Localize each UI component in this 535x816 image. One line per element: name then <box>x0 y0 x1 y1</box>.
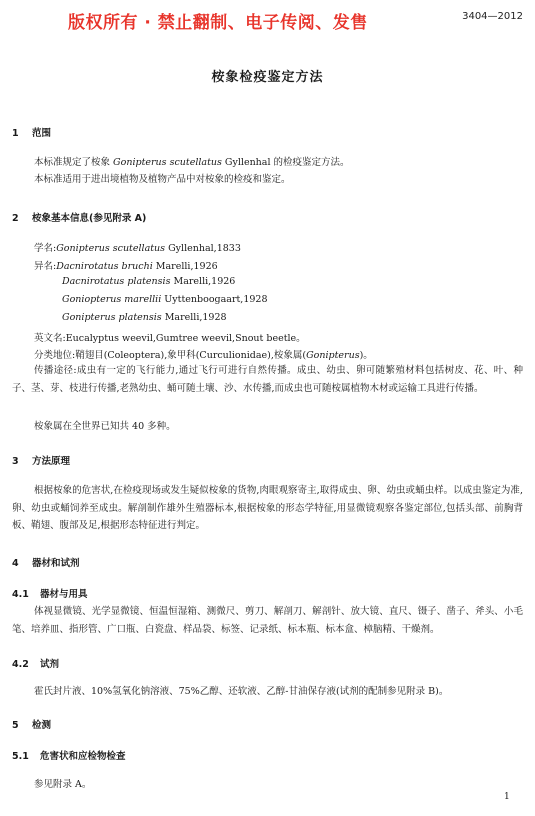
section-3-heading <box>12 453 70 467</box>
paragraph: 本标准规定了桉象 Gonipterus scutellatus Gyllenhal 的检疫鉴定方法。 <box>34 157 350 168</box>
section-1-heading <box>12 125 51 139</box>
page-number: 1 <box>504 792 510 802</box>
equipment-paragraph: 体视显微镜、光学显微镜、恒温恒湿箱、测微尺、剪刀、解剖刀、解剖针、放大镜、直尺、镊子、凿子、斧头、小毛笔、培养皿、指形管、广口瓶、白瓷盘、样品袋、标签、记录纸、标本瓶、标本盒、樟脑精、干燥剂。 <box>12 606 523 635</box>
reagents-paragraph: 霍氏封片液、10%氢氧化钠溶液、75%乙醇、还软液、乙醇-甘油保存液(试剂的配制参见附录 B)。 <box>34 686 449 697</box>
section-title: 器材和试剂 <box>32 558 80 569</box>
subsection-4-1-heading <box>12 586 88 600</box>
page-title: 桉象检疫鉴定方法 <box>211 70 324 85</box>
scientific-name-line: 学名:Gonipterus scutellatus Gyllenhal,1833 <box>34 243 241 254</box>
principle-paragraph: 根据桉象的危害状,在检疫现场或发生疑似桉象的货物,肉眼观察寄主,取得成虫、卵、幼虫或蛹虫样。以成虫鉴定为准,卵、幼虫或蛹饲养至成虫。解剖制作雄外生殖器标本,根据桉象的形态学特征,用显微镜观察各鉴定部位,包括头部、前胸背板、鞘翅、腹部及足,根据形态特征进行判定。 <box>12 485 523 531</box>
reference-line: 参见附录 A。 <box>34 779 92 790</box>
subsection-5-1-heading <box>12 748 126 762</box>
section-title: 危害状和应检物检查 <box>40 751 126 762</box>
synonym-line: Dacnirotatus platensis Marelli,1926 <box>62 276 236 287</box>
section-number: 5.1 <box>12 751 29 762</box>
synonym-line: Goniopterus marellii Uyttenboogaart,1928 <box>62 294 268 305</box>
section-4-heading <box>12 555 80 569</box>
section-number: 2 <box>12 213 19 224</box>
classification-line: 分类地位:鞘翅目(Coleoptera),象甲科(Curculionidae),桉象属(Gonipterus)。 <box>34 350 373 361</box>
spread-paragraph: 传播途径:成虫有一定的飞行能力,通过飞行可进行自然传播。成虫、幼虫、卵可随繁殖材料包括树皮、花、叶、种子、茎、芽、枝进行传播,老熟幼虫、蛹可随土壤、沙、水传播,而成虫也可随桉属植物木材或运输工具进行传播。 <box>12 365 523 394</box>
section-number: 3 <box>12 456 19 467</box>
english-name-line: 英文名:Eucalyptus weevil,Gumtree weevil,Snout beetle。 <box>34 333 306 344</box>
section-number: 1 <box>12 128 19 139</box>
section-title: 检测 <box>32 720 52 731</box>
section-number: 4.1 <box>12 589 29 600</box>
section-title: 试剂 <box>40 659 60 670</box>
section-2-heading <box>12 210 146 224</box>
section-title: 器材与用具 <box>40 589 88 600</box>
section-title: 方法原理 <box>32 456 71 467</box>
section-number: 4.2 <box>12 659 29 670</box>
synonym-line: Gonipterus platensis Marelli,1928 <box>62 312 227 323</box>
species-count-line: 桉象属在全世界已知共 40 多种。 <box>34 421 176 432</box>
synonym-line: 异名:Dacnirotatus bruchi Marelli,1926 <box>34 261 218 272</box>
section-number: 4 <box>12 558 19 569</box>
subsection-4-2-heading <box>12 656 59 670</box>
section-title: 范围 <box>32 128 52 139</box>
paragraph: 本标准适用于进出境植物及植物产品中对桉象的检疫和鉴定。 <box>34 174 291 185</box>
standard-code: 3404—2012 <box>462 11 523 22</box>
section-number: 5 <box>12 720 19 731</box>
section-title: 桉象基本信息(参见附录 A) <box>32 213 147 224</box>
copyright-watermark: 版权所有 · 禁止翻制、电子传阅、发售 <box>68 13 368 33</box>
section-5-heading <box>12 717 51 731</box>
